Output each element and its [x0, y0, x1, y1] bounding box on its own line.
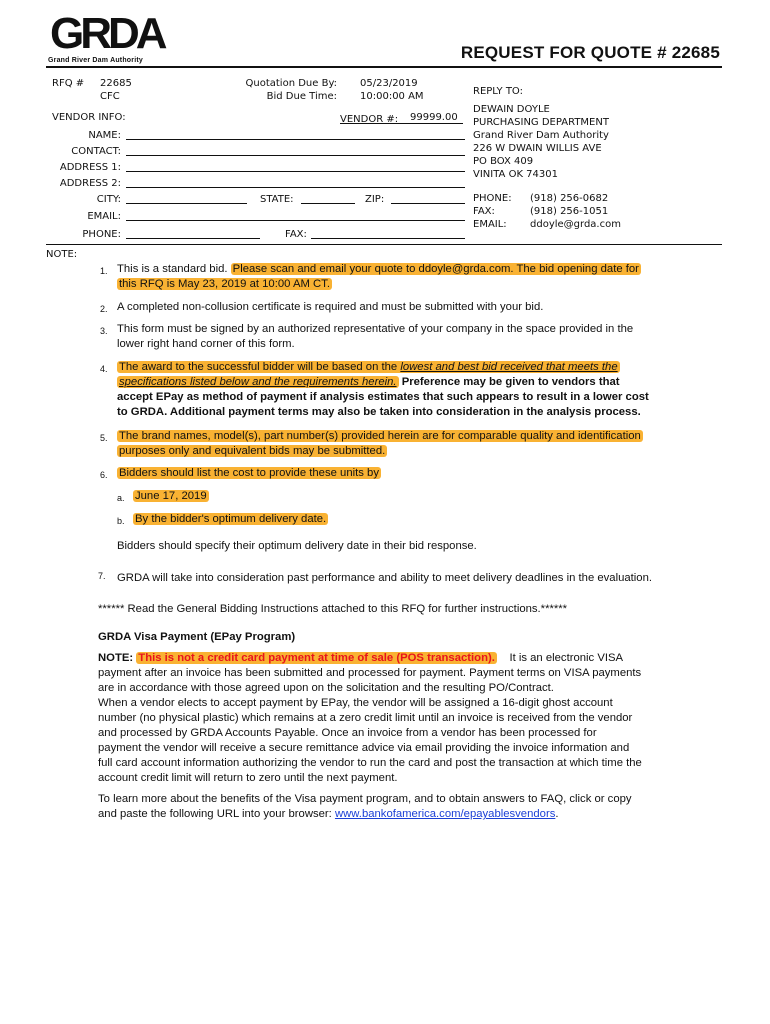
title-rule [46, 66, 722, 68]
note-5-line2: purposes only and equivalent bids may be submitted. [119, 445, 386, 457]
reply-to-label: REPLY TO: [473, 86, 523, 97]
note-label: NOTE: [46, 249, 78, 260]
city-label: CITY: [96, 194, 121, 205]
reply-to-address [473, 103, 609, 181]
visa-p2-line2: number (no physical plastic) which remains at a zero credit limit until an invoice is received from the vendor [98, 712, 633, 724]
reply-fax: (918) 256-1051 [530, 206, 609, 217]
header-divider [46, 244, 722, 245]
note-4-highlight [117, 361, 620, 373]
note-7-number: 7. [98, 571, 106, 581]
note-6-number: 6. [100, 470, 108, 480]
visa-line3: are in accordance with those agreed upon on the solicitation and the resulting PO/Contract. [98, 682, 554, 694]
note-2: A completed non-collusion certificate is required and must be submitted with your bid. [117, 301, 544, 313]
note-5-line1: The brand names, model(s), part number(s) provided herein are for comparable quality and identification [119, 430, 641, 442]
visa-line2: payment after an invoice has been submitted and processed for payment. Payment terms on VISA payments [98, 667, 642, 679]
email-field[interactable] [126, 220, 465, 221]
note-5-number: 5. [100, 433, 108, 443]
rfq-label: RFQ # [52, 78, 85, 89]
address2-label: ADDRESS 2: [59, 178, 121, 189]
address2-field[interactable] [126, 187, 465, 188]
visa-note-red: This is not a credit card payment at time of sale (POS transaction). [138, 652, 495, 664]
page-title: REQUEST FOR QUOTE # 22685 [460, 43, 720, 62]
note-1 [117, 262, 717, 292]
reply-phone-label: PHONE: [473, 193, 512, 204]
bid-due-time: 10:00:00 AM [360, 91, 424, 102]
reply-line: PURCHASING DEPARTMENT [473, 117, 609, 128]
visa-p3-end: . [555, 808, 559, 820]
visa-p2-line6: account credit limit will return to zero until the next payment. [98, 772, 398, 784]
note-3-line1: This form must be signed by an authorized representative of your company in the space provided in the [117, 323, 634, 335]
reply-line: VINITA OK 74301 [473, 169, 558, 180]
note-1-plain: This is a standard bid. [117, 263, 228, 275]
reply-line: 226 W DWAIN WILLIS AVE [473, 143, 602, 154]
note-1-number: 1. [100, 266, 108, 276]
note-4 [117, 360, 717, 420]
state-field[interactable] [301, 203, 355, 204]
general-instructions: ****** Read the General Bidding Instructions attached to this RFQ for further instructions.****** [98, 603, 568, 615]
note-2-number: 2. [100, 304, 108, 314]
note-6a [133, 489, 209, 504]
note-6a-text: June 17, 2019 [135, 490, 207, 502]
visa-paragraph-3 [98, 792, 728, 822]
grda-logo [46, 10, 166, 66]
visa-p3-line2: and paste the following URL into your browser: [98, 808, 335, 820]
vendor-num-label: VENDOR #: [340, 114, 399, 125]
reply-line: PO BOX 409 [473, 156, 534, 167]
quotation-due-label: Quotation Due By: [245, 78, 337, 89]
visa-heading: GRDA Visa Payment (EPay Program) [98, 631, 296, 643]
visa-p2-line5: full card account information authorizing the vendor to run the card and post the transaction at which time the [98, 757, 642, 769]
note-6 [117, 466, 381, 481]
state-label: STATE: [260, 194, 294, 205]
visa-paragraph-1 [98, 651, 728, 786]
reply-line: DEWAIN DOYLE [473, 104, 550, 115]
note-4-underline-1: lowest and best bid received that meets the [400, 361, 618, 373]
bid-due-time-label: Bid Due Time: [266, 91, 337, 102]
name-field[interactable] [126, 139, 465, 140]
visa-p3-line1: To learn more about the benefits of the Visa payment program, and to obtain answers to FAQ, click or copy [98, 793, 632, 805]
phone-label: PHONE: [82, 229, 121, 240]
note-4-underline-2: specifications listed below and the requirements herein. [119, 376, 397, 388]
note-4-number: 4. [100, 364, 108, 374]
vendor-info-label: VENDOR INFO: [52, 112, 126, 123]
address1-label: ADDRESS 1: [59, 162, 121, 173]
quotation-due-date: 05/23/2019 [360, 78, 418, 89]
contact-label: CONTACT: [71, 146, 121, 157]
rfq-number: 22685 [100, 78, 132, 89]
reply-line: Grand River Dam Authority [473, 130, 609, 141]
reply-email[interactable]: ddoyle@grda.com [530, 219, 621, 230]
zip-label: ZIP: [365, 194, 385, 205]
contact-field[interactable] [126, 155, 465, 156]
note-6b [133, 512, 328, 527]
note-5 [117, 429, 717, 459]
note-6-after: Bidders should specify their optimum delivery date in their bid response. [117, 540, 477, 552]
vendor-num-line [340, 123, 463, 124]
visa-p2-line3: and processed by GRDA Accounts Payable. Once an invoice from a vendor has been processed for [98, 727, 597, 739]
address1-field[interactable] [126, 171, 465, 172]
note-1-highlight-line2: this RFQ is May 23, 2019 at 10:00 AM CT. [119, 278, 330, 290]
rfq-code: CFC [100, 91, 120, 102]
phone-field[interactable] [126, 238, 260, 239]
logo-wordmark: GRDA [50, 9, 164, 58]
visa-line1-rest: It is an electronic VISA [509, 652, 624, 664]
fax-field[interactable] [311, 238, 465, 239]
note-6b-text: By the bidder's optimum delivery date. [135, 513, 327, 525]
note-4-hl-text: The award to the successful bidder will be based on the [119, 361, 401, 373]
visa-p2-line4: payment the vendor will receive a secure remittance advice via email providing the invoice information and [98, 742, 630, 754]
note-4-bold-1: Preference may be given to vendors that [398, 376, 620, 388]
note-1-highlight-line1: Please scan and email your quote to ddoyle@grda.com. The bid opening date for [232, 263, 639, 275]
email-label: EMAIL: [87, 211, 121, 222]
visa-p2-line1: When a vendor elects to accept payment by EPay, the vendor will be assigned a 16-digit ghost account [98, 697, 613, 709]
note-6b-number: b. [117, 516, 125, 526]
fax-label: FAX: [285, 229, 307, 240]
note-4-bold-3: to GRDA. Additional payment terms may also be taken into consideration in the analysis process. [117, 406, 641, 418]
reply-email-label: EMAIL: [473, 219, 507, 230]
note-7: GRDA will take into consideration past performance and ability to meet delivery deadlines in the evaluation. [117, 572, 653, 584]
epayables-link[interactable]: www.bankofamerica.com/epayablesvendors [334, 808, 556, 820]
note-3 [117, 322, 717, 352]
note-6-text: Bidders should list the cost to provide these units by [119, 467, 379, 479]
note-4-bold-2: accept EPay as method of payment if analysis estimates that such appears to result in a lower cost [117, 391, 649, 403]
note-3-number: 3. [100, 326, 108, 336]
name-label: NAME: [88, 130, 121, 141]
vendor-num: 99999.00 [410, 112, 458, 123]
city-field[interactable] [126, 203, 247, 204]
reply-phone: (918) 256-0682 [530, 193, 609, 204]
note-3-line2: lower right hand corner of this form. [117, 338, 295, 350]
reply-fax-label: FAX: [473, 206, 495, 217]
note-6a-number: a. [117, 493, 125, 503]
zip-field[interactable] [391, 203, 465, 204]
logo-subtitle: Grand River Dam Authority [48, 57, 143, 64]
visa-note-label: NOTE: [98, 652, 134, 664]
